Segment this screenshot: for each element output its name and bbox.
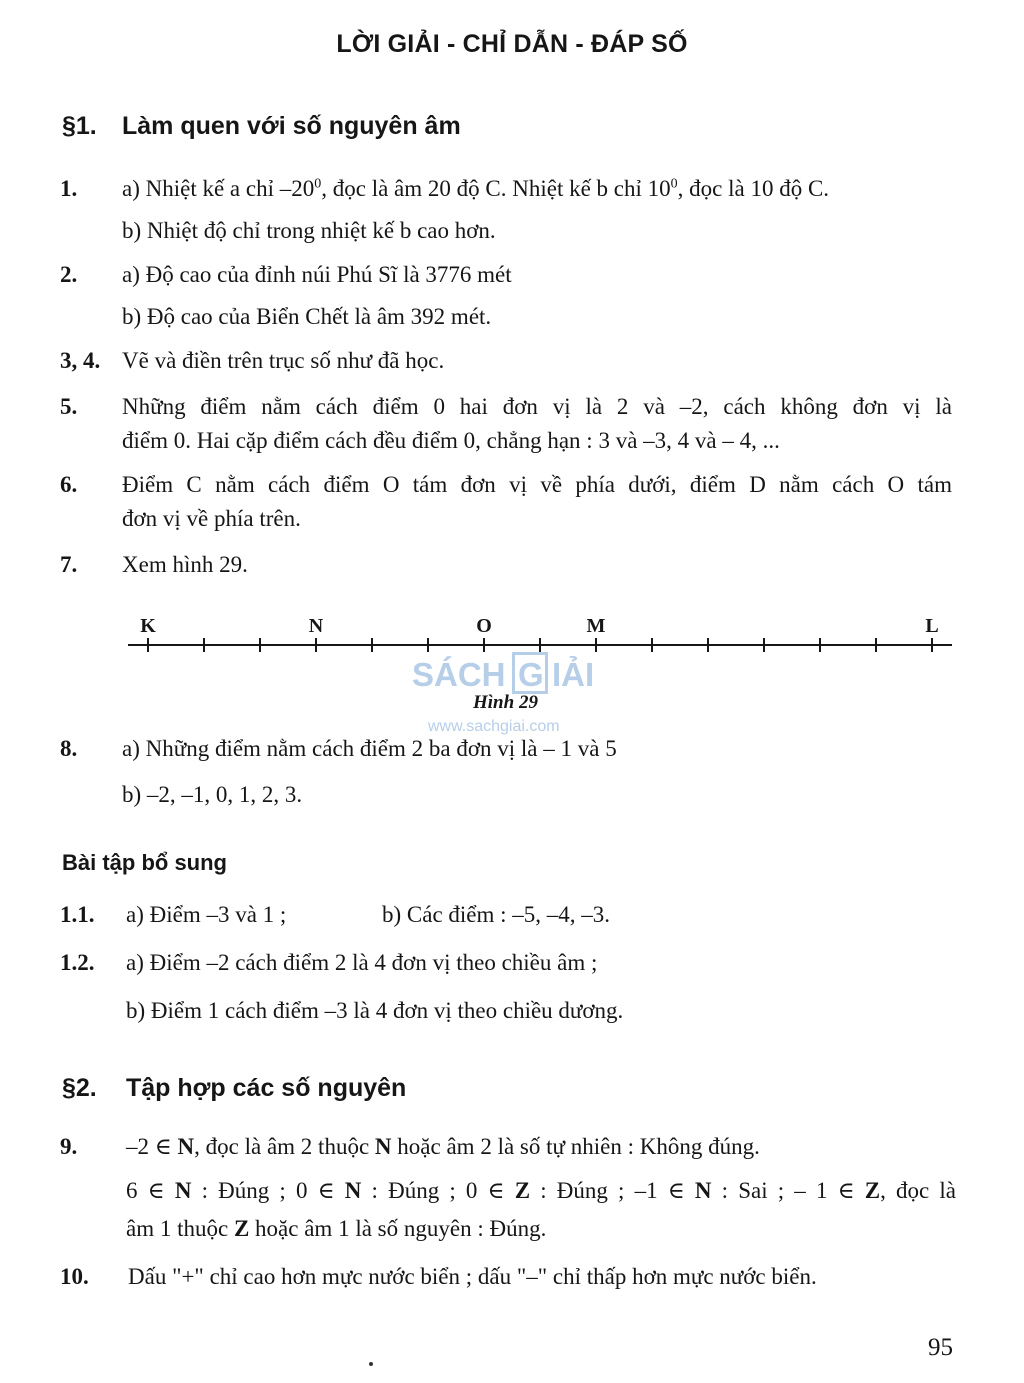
item-8-number: 8.	[60, 736, 78, 761]
number-line-label-o: O	[476, 615, 492, 637]
item-9-l2-b: : Đúng ; 0 ∈	[191, 1178, 345, 1203]
number-line-label-k: K	[140, 615, 156, 637]
item-2-number: 2.	[60, 262, 78, 287]
item-6-line-2: đơn vị về phía trên.	[122, 506, 301, 531]
page-number: 95	[928, 1334, 953, 1361]
item-9-l1-set-N: N	[177, 1134, 195, 1159]
watermark	[412, 652, 612, 696]
item-1-b: b) Nhiệt độ chỉ trong nhiệt kế b cao hơn.	[122, 218, 496, 243]
watermark-text-right: IẢI	[552, 656, 595, 693]
item-6-number: 6.	[60, 472, 78, 497]
item-1-a	[122, 176, 829, 202]
number-line-labels	[140, 615, 938, 637]
item-9-l1-set-N-2: N	[374, 1134, 392, 1159]
item-9-l3-pre: âm 1 thuộc	[126, 1216, 234, 1241]
item-9-l1-mid: , đọc là âm 2 thuộc	[194, 1134, 375, 1159]
item-8-a: a) Những điểm nằm cách điểm 2 ba đơn vị là – 1 và 5	[122, 736, 617, 761]
item-9-l2-N1: N	[174, 1178, 192, 1203]
print-speck	[369, 1362, 373, 1366]
supplement-1-1-b: b) Các điểm : –5, –4, –3.	[382, 902, 611, 927]
watermark-text-left: SÁCH	[412, 656, 506, 693]
item-10-number: 10.	[60, 1264, 89, 1289]
item-8-b: b) –2, –1, 0, 1, 2, 3.	[122, 782, 303, 807]
item-1-a-text-2: , đọc là âm 20 độ C. Nhiệt kế b chỉ 10	[321, 176, 671, 201]
number-line-label-l: L	[925, 615, 939, 637]
supplement-heading: Bài tập bổ sung	[62, 850, 227, 875]
item-9-line-2	[126, 1178, 956, 1204]
item-9-line-1	[126, 1134, 760, 1160]
item-7-text: Xem hình 29.	[122, 552, 248, 577]
number-line-figure	[120, 608, 960, 658]
item-1-a-degree-1: 0	[314, 176, 322, 192]
supplement-1-2-b: b) Điểm 1 cách điểm –3 là 4 đơn vị theo chiều dương.	[126, 998, 624, 1023]
item-9-l1-pre: –2 ∈	[126, 1134, 178, 1159]
supplement-1-2-number: 1.2.	[60, 950, 95, 975]
item-1-a-text-3: , đọc là 10 độ C.	[677, 176, 830, 201]
item-9-l3-Z: Z	[233, 1216, 250, 1241]
section-2-number: §2.	[62, 1074, 97, 1102]
section-2-title: Tập hợp các số nguyên	[126, 1074, 407, 1102]
item-9-line-3	[126, 1216, 546, 1242]
item-9-l2-N3: N	[694, 1178, 712, 1203]
item-2-b: b) Độ cao của Biển Chết là âm 392 mét.	[122, 304, 492, 329]
item-9-l2-c: : Đúng ; 0 ∈	[361, 1178, 515, 1203]
item-3-4-number: 3, 4.	[60, 348, 101, 373]
number-line-label-m: M	[586, 615, 606, 637]
page-title: LỜI GIẢI - CHỈ DẪN - ĐÁP SỐ	[336, 30, 688, 58]
item-1-a-text-1: a) Nhiệt kế a chỉ –20	[122, 176, 315, 201]
item-7-number: 7.	[60, 552, 78, 577]
watermark-text-middle: G	[518, 656, 544, 693]
item-1-number: 1.	[60, 176, 78, 201]
supplement-1-1-a: a) Điểm –3 và 1 ;	[126, 902, 287, 927]
supplement-1-1-number: 1.1.	[60, 902, 95, 927]
item-2-a: a) Độ cao của đỉnh núi Phú Sĩ là 3776 mét	[122, 262, 512, 287]
item-6-line-1: Điểm C nằm cách điểm O tám đơn vị về phía dưới, điểm D nằm cách O tám	[122, 472, 952, 497]
item-5-line-2: điểm 0. Hai cặp điểm cách đều điểm 0, chẳng hạn : 3 và –3, 4 và – 4, ...	[122, 428, 780, 453]
item-9-l2-N2: N	[344, 1178, 362, 1203]
item-9-l2-e: : Sai ; – 1 ∈	[711, 1178, 865, 1203]
watermark-url: www.sachgiai.com	[428, 718, 560, 735]
item-9-l2-Z1: Z	[514, 1178, 531, 1203]
item-9-l2-f: , đọc là	[880, 1178, 956, 1203]
item-9-l2-a: 6 ∈	[126, 1178, 175, 1203]
item-1-a-degree-2: 0	[670, 176, 678, 192]
item-5-line-1: Những điểm nằm cách điểm 0 hai đơn vị là 2 và –2, cách không đơn vị là	[122, 394, 952, 419]
item-3-4-text: Vẽ và điền trên trục số như đã học.	[122, 348, 445, 373]
number-line-label-n: N	[308, 615, 324, 637]
item-10-text: Dấu "+" chỉ cao hơn mực nước biển ; dấu "–" chỉ thấp hơn mực nước biển.	[128, 1264, 817, 1289]
item-5-number: 5.	[60, 394, 78, 419]
item-9-l1-post: hoặc âm 2 là số tự nhiên : Không đúng.	[391, 1134, 760, 1159]
item-9-l2-Z2: Z	[864, 1178, 881, 1203]
figure-caption: Hình 29	[473, 692, 538, 713]
item-9-l2-d: : Đúng ; –1 ∈	[530, 1178, 695, 1203]
item-9-l3-post: hoặc âm 1 là số nguyên : Đúng.	[249, 1216, 547, 1241]
supplement-1-2-a: a) Điểm –2 cách điểm 2 là 4 đơn vị theo chiều âm ;	[126, 950, 598, 975]
item-9-number: 9.	[60, 1134, 78, 1159]
section-1-number: §1.	[62, 112, 97, 140]
section-1-title: Làm quen với số nguyên âm	[122, 112, 461, 140]
